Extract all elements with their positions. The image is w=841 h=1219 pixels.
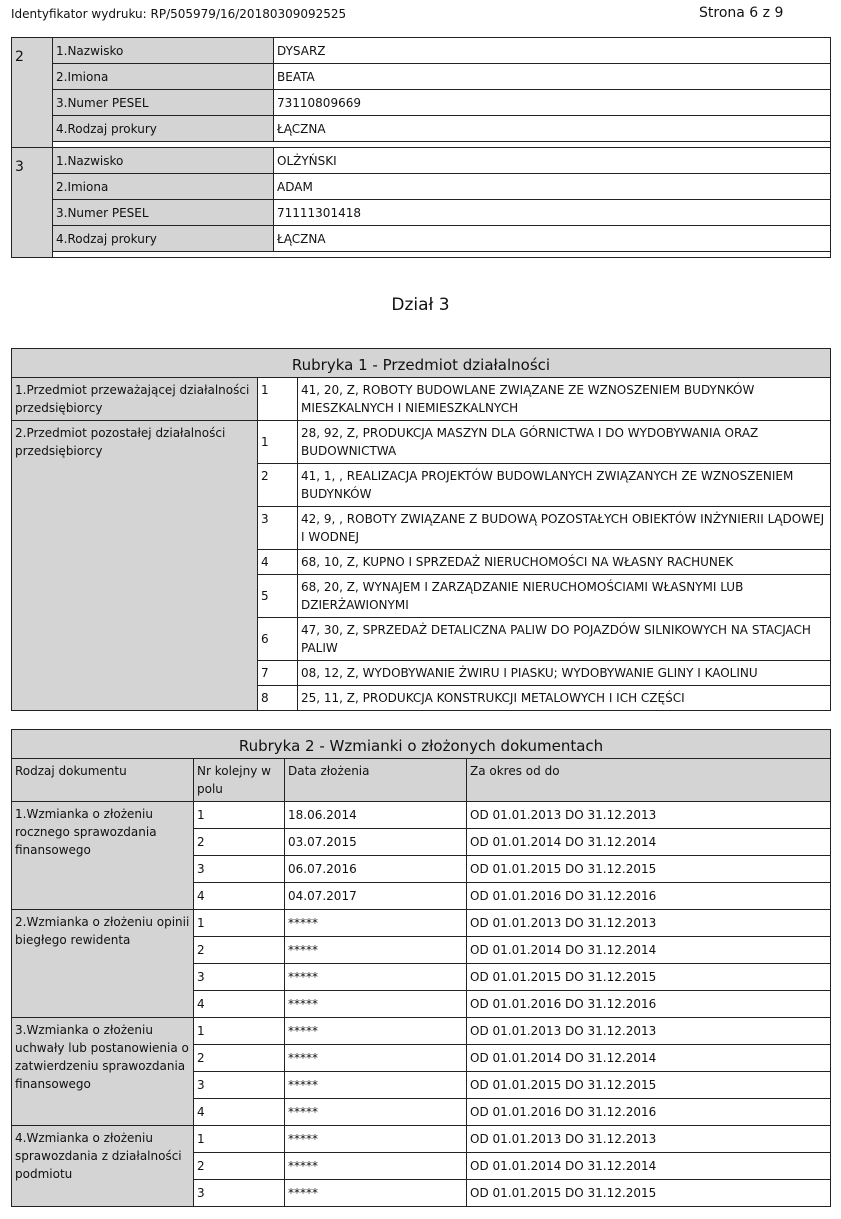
doc-nr: 3 [194,856,285,883]
activity-row [12,378,831,421]
doc-date: 03.07.2015 [285,829,467,856]
person-number: 2 [12,38,53,148]
person-row [12,64,831,90]
rubryka1-table [11,348,831,711]
header-period: Za okres od do [467,759,831,802]
doc-period: OD 01.01.2015 DO 31.12.2015 [467,1180,831,1207]
activity-nr: 2 [258,464,298,507]
table-header-row [12,759,831,802]
person-label: 2.Imiona [53,174,274,200]
doc-nr: 2 [194,1153,285,1180]
doc-date: ***** [285,991,467,1018]
doc-date: ***** [285,910,467,937]
doc-date: ***** [285,1126,467,1153]
doc-period: OD 01.01.2014 DO 31.12.2014 [467,1045,831,1072]
person-value: 71111301418 [274,200,831,226]
person-row [12,38,831,64]
person-value: BEATA [274,64,831,90]
activity-text: 25, 11, Z, PRODUKCJA KONSTRUKCJI METALOWYCH I ICH CZĘŚCI [298,686,831,711]
person-value: ADAM [274,174,831,200]
doc-nr: 1 [194,1126,285,1153]
activity-nr: 4 [258,550,298,575]
other-activity-label: 2.Przedmiot pozostałej działalności przedsiębiorcy [12,421,258,711]
table-row [12,802,831,829]
print-identifier: Identyfikator wydruku: RP/505979/16/20180309092525 [11,7,347,21]
person-row [12,200,831,226]
activity-nr: 7 [258,661,298,686]
rubryka1-title: Rubryka 1 - Przedmiot działalności [12,349,831,378]
doc-nr: 1 [194,1018,285,1045]
activity-text: 08, 12, Z, WYDOBYWANIE ŻWIRU I PIASKU; WYDOBYWANIE GLINY I KAOLINU [298,661,831,686]
doc-nr: 3 [194,1072,285,1099]
main-activity-label: 1.Przedmiot przeważającej działalności przedsiębiorcy [12,378,258,421]
doc-nr: 2 [194,1045,285,1072]
doc-period: OD 01.01.2014 DO 31.12.2014 [467,937,831,964]
activity-nr: 5 [258,575,298,618]
doc-nr: 4 [194,991,285,1018]
doc-period: OD 01.01.2015 DO 31.12.2015 [467,856,831,883]
document-group-label: 4.Wzmianka o złożeniu sprawozdania z działalności podmiotu [12,1126,194,1207]
activity-text: 68, 20, Z, WYNAJEM I ZARZĄDZANIE NIERUCHOMOŚCIAMI WŁASNYMI LUB DZIERŻAWIONYMI [298,575,831,618]
doc-nr: 1 [194,802,285,829]
spacer [53,252,831,258]
doc-nr: 2 [194,937,285,964]
doc-date: ***** [285,1018,467,1045]
doc-period: OD 01.01.2014 DO 31.12.2014 [467,829,831,856]
activity-nr: 3 [258,507,298,550]
doc-date: 18.06.2014 [285,802,467,829]
doc-date: ***** [285,1045,467,1072]
activity-nr: 8 [258,686,298,711]
persons-table [11,37,831,258]
doc-period: OD 01.01.2014 DO 31.12.2014 [467,1153,831,1180]
person-label: 4.Rodzaj prokury [53,116,274,142]
person-row [12,90,831,116]
person-label: 2.Imiona [53,64,274,90]
doc-period: OD 01.01.2015 DO 31.12.2015 [467,964,831,991]
person-value: ŁĄCZNA [274,116,831,142]
doc-date: ***** [285,1072,467,1099]
doc-nr: 4 [194,883,285,910]
table-row [12,910,831,937]
doc-date: ***** [285,1099,467,1126]
activity-text: 41, 1, , REALIZACJA PROJEKTÓW BUDOWLANYCH ZWIĄZANYCH ZE WZNOSZENIEM BUDYNKÓW [298,464,831,507]
header-number: Nr kolejny w polu [194,759,285,802]
document-group-label: 2.Wzmianka o złożeniu opinii biegłego rewidenta [12,910,194,1018]
person-label: 1.Nazwisko [53,148,274,174]
person-value: OLŻYŃSKI [274,148,831,174]
doc-period: OD 01.01.2016 DO 31.12.2016 [467,883,831,910]
rubryka2-table [11,729,831,1207]
activity-nr: 6 [258,618,298,661]
doc-period: OD 01.01.2013 DO 31.12.2013 [467,1126,831,1153]
rubryka2-title: Rubryka 2 - Wzmianki o złożonych dokumentach [12,730,831,759]
section-title: Dział 3 [391,295,450,315]
activity-nr: 1 [258,378,298,421]
doc-nr: 2 [194,829,285,856]
activity-text: 28, 92, Z, PRODUKCJA MASZYN DLA GÓRNICTWA I DO WYDOBYWANIA ORAZ BUDOWNICTWA [298,421,831,464]
doc-period: OD 01.01.2013 DO 31.12.2013 [467,910,831,937]
doc-nr: 1 [194,910,285,937]
page-number: Strona 6 z 9 [699,5,784,21]
document-group-label: 1.Wzmianka o złożeniu rocznego sprawozdania finansowego [12,802,194,910]
person-value: 73110809669 [274,90,831,116]
doc-date: 06.07.2016 [285,856,467,883]
doc-date: ***** [285,964,467,991]
doc-nr: 4 [194,1099,285,1126]
activity-text: 41, 20, Z, ROBOTY BUDOWLANE ZWIĄZANE ZE WZNOSZENIEM BUDYNKÓW MIESZKALNYCH I NIEMIESZKALNYCH [298,378,831,421]
person-label: 3.Numer PESEL [53,90,274,116]
activity-row [12,421,831,464]
doc-period: OD 01.01.2013 DO 31.12.2013 [467,802,831,829]
person-row [12,226,831,252]
doc-period: OD 01.01.2013 DO 31.12.2013 [467,1018,831,1045]
table-row [12,1126,831,1153]
header-document-type: Rodzaj dokumentu [12,759,194,802]
person-label: 3.Numer PESEL [53,200,274,226]
person-label: 1.Nazwisko [53,38,274,64]
doc-date: ***** [285,1180,467,1207]
activity-nr: 1 [258,421,298,464]
person-number: 3 [12,148,53,258]
doc-date: ***** [285,937,467,964]
document-group-label: 3.Wzmianka o złożeniu uchwały lub postanowienia o zatwierdzeniu sprawozdania finansowego [12,1018,194,1126]
doc-period: OD 01.01.2015 DO 31.12.2015 [467,1072,831,1099]
doc-period: OD 01.01.2016 DO 31.12.2016 [467,991,831,1018]
person-label: 4.Rodzaj prokury [53,226,274,252]
person-row [12,116,831,142]
doc-nr: 3 [194,964,285,991]
table-row [12,1018,831,1045]
activity-text: 47, 30, Z, SPRZEDAŻ DETALICZNA PALIW DO POJAZDÓW SILNIKOWYCH NA STACJACH PALIW [298,618,831,661]
activity-text: 42, 9, , ROBOTY ZWIĄZANE Z BUDOWĄ POZOSTAŁYCH OBIEKTÓW INŻYNIERII LĄDOWEJ I WODNEJ [298,507,831,550]
person-row [12,174,831,200]
person-row [12,148,831,174]
doc-period: OD 01.01.2016 DO 31.12.2016 [467,1099,831,1126]
doc-nr: 3 [194,1180,285,1207]
person-value: ŁĄCZNA [274,226,831,252]
doc-date: 04.07.2017 [285,883,467,910]
header-date: Data złożenia [285,759,467,802]
person-value: DYSARZ [274,38,831,64]
activity-text: 68, 10, Z, KUPNO I SPRZEDAŻ NIERUCHOMOŚCI NA WŁASNY RACHUNEK [298,550,831,575]
doc-date: ***** [285,1153,467,1180]
